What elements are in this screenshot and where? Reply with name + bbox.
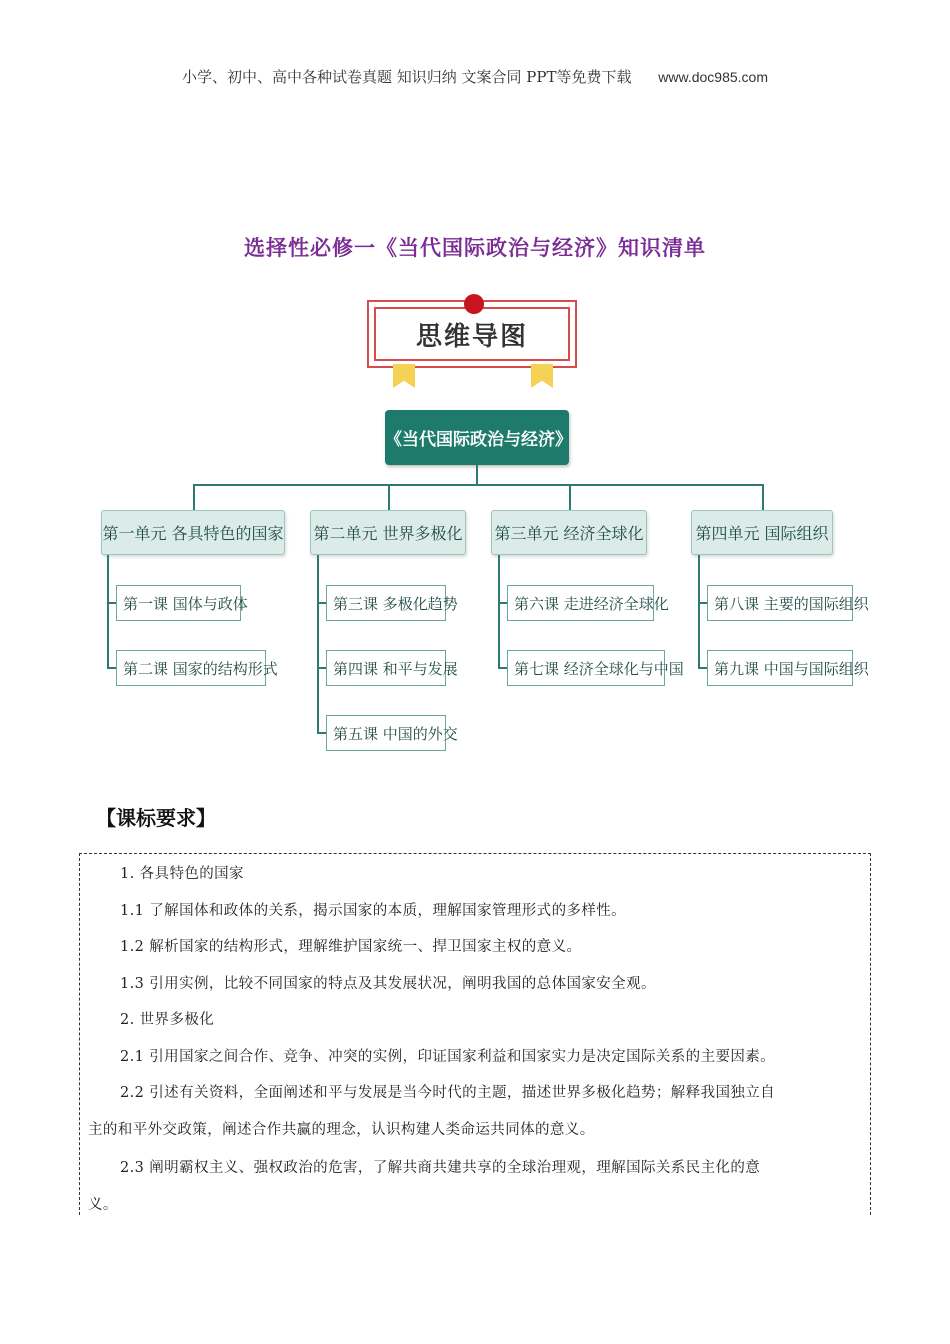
connector <box>698 667 707 669</box>
connector <box>317 555 319 733</box>
requirement-line: 主的和平外交政策，阐述合作共赢的理念，认识构建人类命运共同体的意义。 <box>88 1122 595 1138</box>
connector <box>317 667 326 669</box>
connector <box>569 484 571 510</box>
connector <box>388 484 390 510</box>
requirement-line: 2.2 引述有关资料，全面阐述和平与发展是当今时代的主题，描述世界多极化趋势；解释我国独立自 <box>120 1085 776 1101</box>
connector <box>193 484 763 486</box>
connector <box>698 602 707 604</box>
lesson-node: 第三课 多极化趋势 <box>326 585 446 621</box>
header-site[interactable]: www.doc985.com <box>658 69 768 85</box>
connector <box>762 484 764 510</box>
requirements-box <box>79 853 871 1215</box>
section-heading: 【课标要求】 <box>96 806 216 830</box>
page-header <box>0 66 950 87</box>
connector <box>476 465 478 485</box>
connector <box>317 732 326 734</box>
requirement-line: 义。 <box>88 1197 118 1213</box>
connector <box>107 667 116 669</box>
requirement-line: 1.2 解析国家的结构形式，理解维护国家统一、捍卫国家主权的意义。 <box>120 939 582 955</box>
requirement-line: 2.3 阐明霸权主义、强权政治的危害，了解共商共建共享的全球治理观，理解国际关系民主化的意 <box>120 1160 761 1176</box>
connector <box>107 555 109 668</box>
mindmap-root: 《当代国际政治与经济》 <box>385 410 569 465</box>
lesson-node: 第九课 中国与国际组织 <box>707 650 853 686</box>
unit-node-3: 第三单元 经济全球化 <box>491 510 647 555</box>
connector <box>498 602 507 604</box>
document-title: 选择性必修一《当代国际政治与经济》知识清单 <box>244 236 706 260</box>
requirement-line: 2.1 引用国家之间合作、竞争、冲突的实例，印证国家利益和国家实力是决定国际关系的主要因素。 <box>120 1049 776 1065</box>
lesson-node: 第四课 和平与发展 <box>326 650 446 686</box>
lesson-node: 第一课 国体与政体 <box>116 585 241 621</box>
lesson-node: 第五课 中国的外交 <box>326 715 446 751</box>
connector <box>317 602 326 604</box>
ribbon-icon <box>531 364 553 388</box>
pin-icon <box>464 294 484 314</box>
requirement-line: 1.3 引用实例，比较不同国家的特点及其发展状况，阐明我国的总体国家安全观。 <box>120 976 656 992</box>
mindmap-card-label: 思维导图 <box>374 307 570 361</box>
requirement-line: 1.1 了解国体和政体的关系，揭示国家的本质，理解国家管理形式的多样性。 <box>120 903 627 919</box>
connector <box>498 555 500 668</box>
connector <box>193 484 195 510</box>
lesson-node: 第八课 主要的国际组织 <box>707 585 853 621</box>
lesson-node: 第二课 国家的结构形式 <box>116 650 266 686</box>
requirement-line: 2. 世界多极化 <box>120 1012 215 1028</box>
connector <box>698 555 700 668</box>
connector <box>107 602 116 604</box>
header-text: 小学、初中、高中各种试卷真题 知识归纳 文案合同 PPT等免费下载 <box>182 68 632 86</box>
ribbon-icon <box>393 364 415 388</box>
lesson-node: 第七课 经济全球化与中国 <box>507 650 665 686</box>
lesson-node: 第六课 走进经济全球化 <box>507 585 654 621</box>
unit-node-2: 第二单元 世界多极化 <box>310 510 466 555</box>
connector <box>498 667 507 669</box>
unit-node-1: 第一单元 各具特色的国家 <box>101 510 285 555</box>
unit-node-4: 第四单元 国际组织 <box>691 510 833 555</box>
requirement-line: 1. 各具特色的国家 <box>120 866 244 882</box>
